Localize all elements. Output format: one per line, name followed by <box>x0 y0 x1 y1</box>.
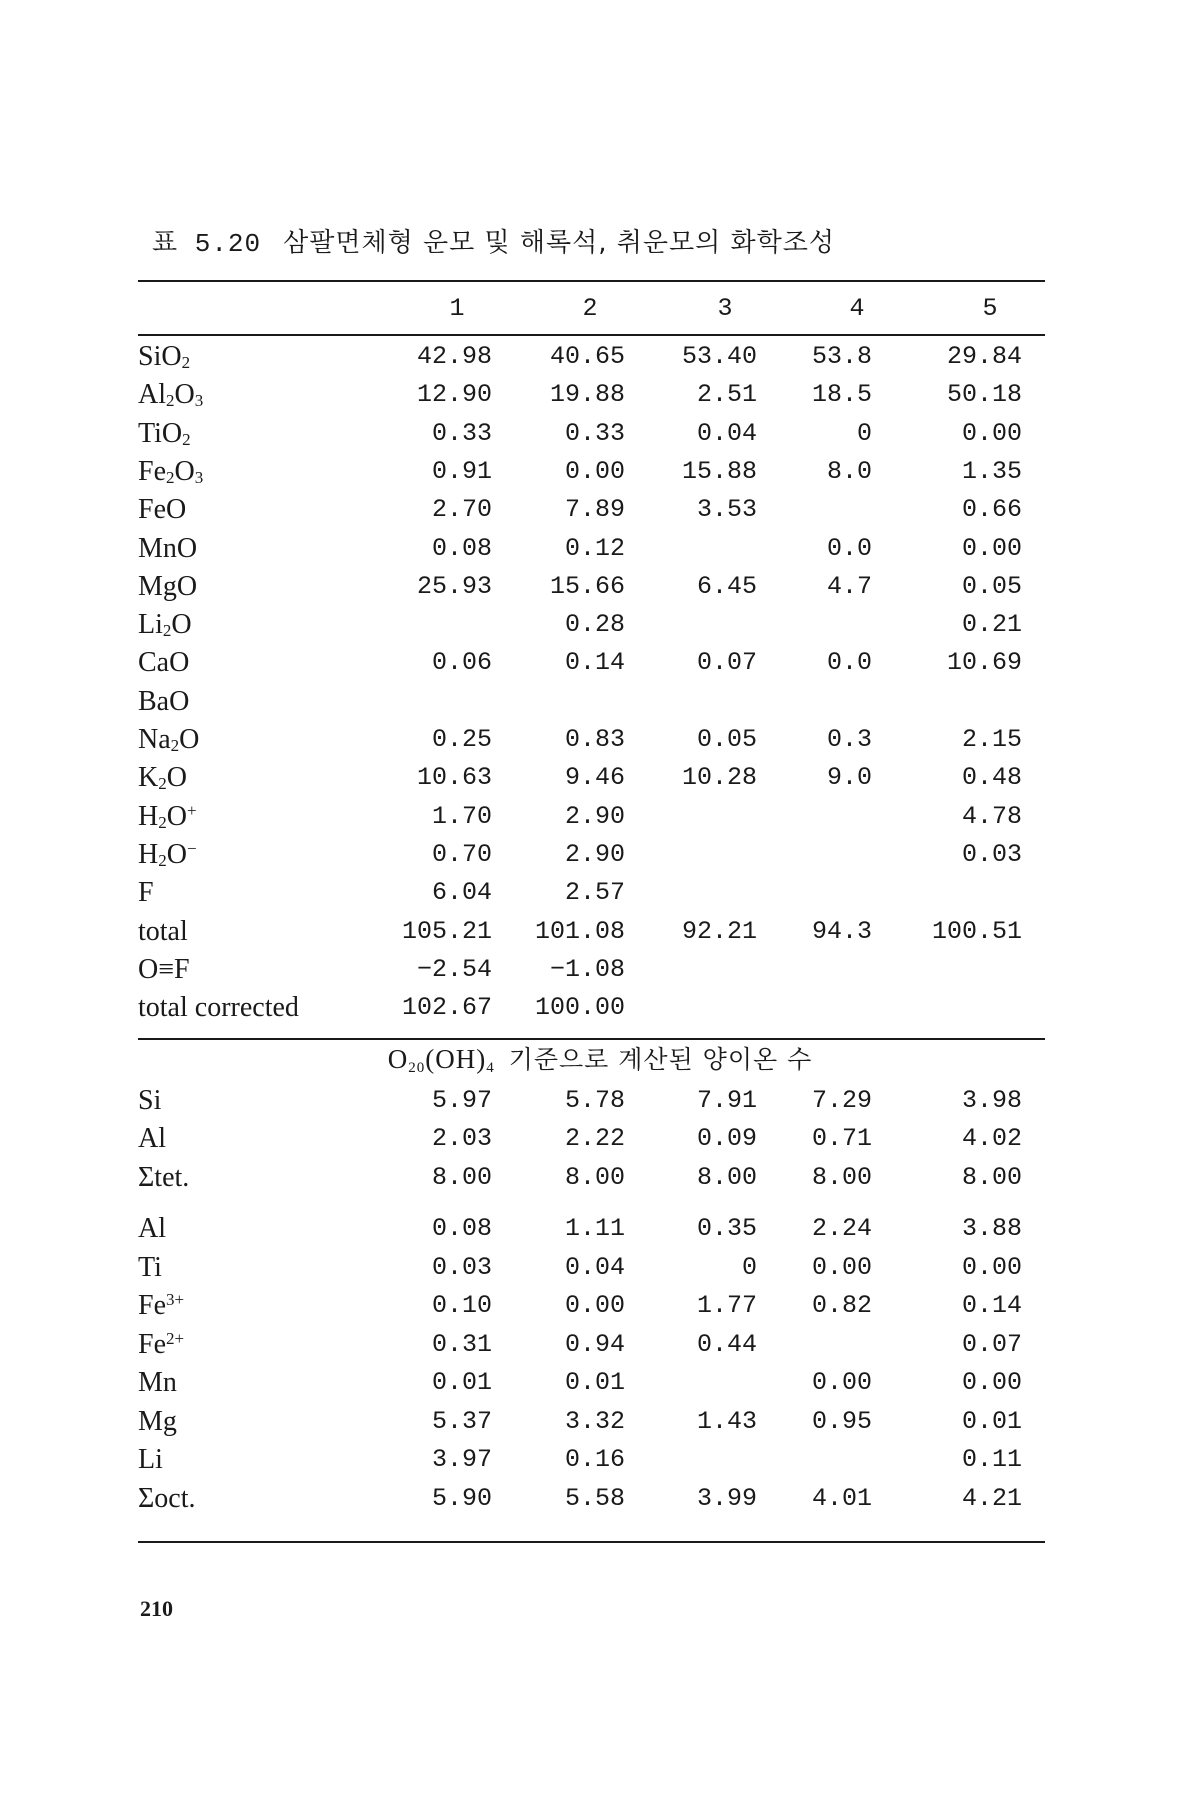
table-cell: 102.67 <box>401 993 492 1022</box>
table-cell: 5.90 <box>431 1484 492 1513</box>
row-label: $Fe_2O_3$ <box>138 456 204 487</box>
row-label: MgO <box>138 571 198 602</box>
row-label: Li <box>138 1444 163 1475</box>
table-cell: 4.01 <box>811 1484 872 1513</box>
table-cell: 0.33 <box>564 419 625 448</box>
table-cell: 0.00 <box>811 1253 872 1282</box>
table-cell: 2.90 <box>564 802 625 831</box>
row-label: Mg <box>138 1406 177 1437</box>
table-cell: 0.28 <box>564 610 625 639</box>
table-cell: 1.77 <box>696 1291 757 1320</box>
row-label: SiO$_2$ <box>138 341 191 372</box>
table-cell: 15.66 <box>549 572 625 601</box>
table-cell: 8.00 <box>961 1163 1022 1192</box>
table-cell: 10.63 <box>416 763 492 792</box>
table-cell: 4.02 <box>961 1124 1022 1153</box>
row-label: BaO <box>138 686 190 717</box>
table-cell: 0.01 <box>431 1368 492 1397</box>
table-cell: 3.88 <box>961 1214 1022 1243</box>
table-cell: 101.08 <box>534 917 625 946</box>
table-cell: 100.51 <box>931 917 1022 946</box>
row-label: FeO <box>138 494 187 525</box>
table-cell: 8.0 <box>826 457 872 486</box>
table-cell: 4.7 <box>826 572 872 601</box>
table-cell: 25.93 <box>416 572 492 601</box>
page-number: 210 <box>140 1596 173 1621</box>
table-number: 표 5.20 <box>152 229 262 259</box>
table-cell: 6.04 <box>431 878 492 907</box>
table-cell: 0 <box>856 419 872 448</box>
row-label: CaO <box>138 647 190 678</box>
table-cell: 0.48 <box>961 763 1022 792</box>
table-cell: 5.37 <box>431 1407 492 1436</box>
table-cell: 0.00 <box>961 1368 1022 1397</box>
table-cell: 0.03 <box>431 1253 492 1282</box>
table-cell: 0.00 <box>961 419 1022 448</box>
table-cell: 19.88 <box>549 380 625 409</box>
table-cell: 0.06 <box>431 648 492 677</box>
table-cell: 4.78 <box>961 802 1022 831</box>
table-cell: 3.32 <box>564 1407 625 1436</box>
row-label: $H_2O^+$ <box>138 801 197 832</box>
row-label: $Al_2O_3$ <box>138 379 204 410</box>
table-cell: 0.33 <box>431 419 492 448</box>
table-cell: 2.15 <box>961 725 1022 754</box>
table-cell: 0.82 <box>811 1291 872 1320</box>
table-cell: 5.78 <box>564 1086 625 1115</box>
table-cell: 0.00 <box>564 1291 625 1320</box>
table-cell: 50.18 <box>946 380 1022 409</box>
table-cell: 94.3 <box>811 917 872 946</box>
table-cell: 7.89 <box>564 495 625 524</box>
table-caption <box>152 222 835 259</box>
row-label: total corrected <box>138 992 299 1023</box>
table-cell: 0.12 <box>564 534 625 563</box>
row-label: Mn <box>138 1367 177 1398</box>
table-cell: 0.0 <box>826 648 872 677</box>
table-cell: 0.14 <box>961 1291 1022 1320</box>
cation-section-header <box>0 1040 1200 1079</box>
table-cell: 0.3 <box>826 725 872 754</box>
table-cell: 0.16 <box>564 1445 625 1474</box>
table-cell: 2.24 <box>811 1214 872 1243</box>
table-cell: 2.22 <box>564 1124 625 1153</box>
table-cell: 15.88 <box>681 457 757 486</box>
table-cell: 0.0 <box>826 534 872 563</box>
table-cell: 7.29 <box>811 1086 872 1115</box>
row-label: $Li_2O$ <box>138 609 192 640</box>
table-cell: 8.00 <box>696 1163 757 1192</box>
row-label: $Na_2O$ <box>138 724 200 755</box>
table-cell: 29.84 <box>946 342 1022 371</box>
row-label: F <box>138 877 154 908</box>
table-cell: 8.00 <box>431 1163 492 1192</box>
table-cell: 42.98 <box>416 342 492 371</box>
table-cell: 2.57 <box>564 878 625 907</box>
table-cell: 0.05 <box>696 725 757 754</box>
column-header: 3 <box>717 294 733 323</box>
table-cell: 1.43 <box>696 1407 757 1436</box>
row-label: Si <box>138 1085 162 1116</box>
table-cell: 1.70 <box>431 802 492 831</box>
table-cell: 100.00 <box>534 993 625 1022</box>
table-cell: 2.03 <box>431 1124 492 1153</box>
table-cell: 0.07 <box>961 1330 1022 1359</box>
table-cell: 1.35 <box>961 457 1022 486</box>
table-cell: 3.53 <box>696 495 757 524</box>
table-cell: 7.91 <box>696 1086 757 1115</box>
table-cell: 0.91 <box>431 457 492 486</box>
row-label: O≡F <box>138 954 190 985</box>
column-header-row <box>0 292 1200 326</box>
table-cell: 1.11 <box>564 1214 625 1243</box>
row-label: MnO <box>138 533 198 564</box>
table-cell: 92.21 <box>681 917 757 946</box>
table-cell: 0.09 <box>696 1124 757 1153</box>
table-cell: 3.98 <box>961 1086 1022 1115</box>
cation-section-text: 기준으로 계산된 양이온 수 <box>508 1045 813 1074</box>
table-cell: 12.90 <box>416 380 492 409</box>
table-cell: 0.07 <box>696 648 757 677</box>
table-cell: 0.94 <box>564 1330 625 1359</box>
row-label: Σoct. <box>138 1483 196 1514</box>
column-header: 4 <box>849 294 865 323</box>
table-cell: 40.65 <box>549 342 625 371</box>
column-header: 5 <box>982 294 998 323</box>
table-cell: 53.8 <box>811 342 872 371</box>
table-cell: 0.11 <box>961 1445 1022 1474</box>
table-cell: 0.14 <box>564 648 625 677</box>
header-rule <box>138 334 1045 336</box>
column-header: 1 <box>449 294 465 323</box>
table-cell: 5.97 <box>431 1086 492 1115</box>
table-cell: 3.97 <box>431 1445 492 1474</box>
table-cell: 2.51 <box>696 380 757 409</box>
table-cell: 18.5 <box>811 380 872 409</box>
column-header: 2 <box>582 294 598 323</box>
top-rule <box>138 280 1045 282</box>
table-cell: 0.95 <box>811 1407 872 1436</box>
table-cell: −2.54 <box>416 955 492 984</box>
table-cell: 0.04 <box>696 419 757 448</box>
table-cell: 0.00 <box>961 534 1022 563</box>
row-label: $Fe^{3+}$ <box>138 1290 185 1321</box>
table-cell: 8.00 <box>811 1163 872 1192</box>
table-cell: 9.0 <box>826 763 872 792</box>
table-cell: 0.01 <box>961 1407 1022 1436</box>
table-cell: 10.28 <box>681 763 757 792</box>
table-cell: 0.00 <box>961 1253 1022 1282</box>
table-cell: 0.08 <box>431 1214 492 1243</box>
row-label: Al <box>138 1213 166 1244</box>
table-cell: 8.00 <box>564 1163 625 1192</box>
table-cell: 2.90 <box>564 840 625 869</box>
table-cell: 0.01 <box>564 1368 625 1397</box>
row-label: Al <box>138 1123 166 1154</box>
table-cell: 105.21 <box>401 917 492 946</box>
table-title: 삼팔면체형 운모 및 해록석, 취운모의 화학조성 <box>283 228 835 258</box>
table-cell: 0.10 <box>431 1291 492 1320</box>
formula-unit: $O_{20}(OH)_4$ <box>387 1044 495 1076</box>
table-cell: 0.83 <box>564 725 625 754</box>
row-label: Σtet. <box>138 1162 190 1193</box>
table-cell: 53.40 <box>681 342 757 371</box>
table-cell: 0.05 <box>961 572 1022 601</box>
table-cell: 6.45 <box>696 572 757 601</box>
row-label: Ti <box>138 1252 162 1283</box>
bottom-rule <box>138 1541 1045 1543</box>
table-cell: 0.35 <box>696 1214 757 1243</box>
table-cell: 0 <box>741 1253 757 1282</box>
table-cell: 0.44 <box>696 1330 757 1359</box>
table-cell: 2.70 <box>431 495 492 524</box>
table-cell: 0.66 <box>961 495 1022 524</box>
row-label: total <box>138 916 188 947</box>
table-cell: 0.70 <box>431 840 492 869</box>
table-cell: 5.58 <box>564 1484 625 1513</box>
table-cell: 0.21 <box>961 610 1022 639</box>
row-label: TiO$_2$ <box>138 418 191 449</box>
table-cell: 3.99 <box>696 1484 757 1513</box>
table-cell: 0.71 <box>811 1124 872 1153</box>
table-cell: 9.46 <box>564 763 625 792</box>
row-label: $K_2O$ <box>138 762 187 793</box>
table-cell: 4.21 <box>961 1484 1022 1513</box>
table-cell: 0.25 <box>431 725 492 754</box>
row-label: $Fe^{2+}$ <box>138 1329 185 1360</box>
row-label: $H_2O^-$ <box>138 839 197 870</box>
table-cell: 0.00 <box>811 1368 872 1397</box>
table-cell: 0.08 <box>431 534 492 563</box>
table-cell: 0.31 <box>431 1330 492 1359</box>
table-cell: 10.69 <box>946 648 1022 677</box>
table-cell: 0.03 <box>961 840 1022 869</box>
table-cell: −1.08 <box>549 955 625 984</box>
table-cell: 0.00 <box>564 457 625 486</box>
table-cell: 0.04 <box>564 1253 625 1282</box>
